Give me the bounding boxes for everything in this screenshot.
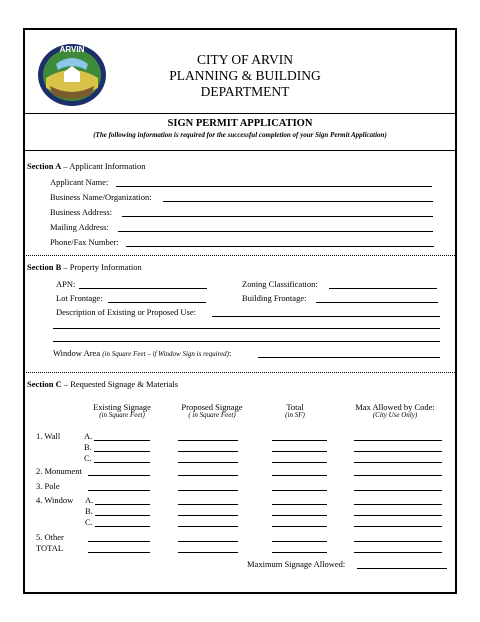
section-b-label: Section B [27,262,62,272]
field-wall-a-total[interactable] [272,440,327,441]
field-wall-c-existing[interactable] [94,462,150,463]
apn-field[interactable] [79,288,207,289]
field-other-existing[interactable] [88,541,150,542]
field-other-max[interactable] [354,541,442,542]
row-pole-label: 3. Pole [36,481,60,491]
section-a-heading [27,161,146,171]
field-pole-existing[interactable] [88,490,150,491]
col-proposed-header: Proposed Signage [181,402,243,412]
col-max-sub: (City Use Only) [372,411,418,419]
field-window-b-existing[interactable] [95,515,150,516]
field-monument-existing[interactable] [88,475,150,476]
lot-frontage-label: Lot Frontage: [56,293,103,303]
field-window-c-existing[interactable] [95,526,150,527]
business-address-field[interactable] [122,216,433,217]
header-dept-line1: PLANNING & BUILDING [169,68,321,83]
field-window-b-total[interactable] [272,515,327,516]
field-wall-c-max[interactable] [354,462,442,463]
city-seal-logo [36,42,108,108]
row-wall-sub-c: C. [84,453,92,463]
form-title: SIGN PERMIT APPLICATION [167,118,313,129]
mailing-address-field[interactable] [118,231,433,232]
description-field-line2[interactable] [53,328,440,329]
field-window-a-max[interactable] [354,504,442,505]
field-window-b-max[interactable] [354,515,442,516]
row-window-sub-a: A. [85,495,94,505]
field-total-total[interactable] [272,552,327,553]
col-proposed-sub: ( in Square Feet) [188,411,236,419]
field-pole-total[interactable] [272,490,327,491]
mailing-address-label: Mailing Address: [50,222,109,232]
field-pole-proposed[interactable] [178,490,238,491]
window-area-label [53,348,231,358]
building-frontage-label: Building Frontage: [242,293,307,303]
row-wall-sub-b: B. [84,442,92,452]
window-area-colon: : [229,348,232,358]
field-wall-b-max[interactable] [354,451,442,452]
zoning-label: Zoning Classification: [242,279,318,289]
field-total-existing[interactable] [88,552,150,553]
applicant-name-field[interactable] [116,186,432,187]
field-wall-b-total[interactable] [272,451,327,452]
field-wall-c-total[interactable] [272,462,327,463]
field-window-a-total[interactable] [272,504,327,505]
row-other-label: 5. Other [36,532,64,542]
section-c-label: Section C [27,379,62,389]
col-total-header: Total [286,402,304,412]
max-allowed-field[interactable] [357,568,447,569]
applicant-name-label: Applicant Name: [50,177,109,187]
business-name-field[interactable] [163,201,433,202]
row-window-sub-c: C. [85,517,93,527]
field-monument-max[interactable] [354,475,442,476]
form-subtitle: (The following information is required for the successful completion of your Sign Permit Application) [93,131,387,139]
lot-frontage-field[interactable] [108,302,206,303]
section-c-heading [27,379,178,389]
field-total-max[interactable] [354,552,442,553]
row-window-sub-b: B. [85,506,93,516]
field-wall-c-proposed[interactable] [178,462,238,463]
divider [23,372,457,373]
phone-fax-label: Phone/Fax Number: [50,237,119,247]
field-wall-a-existing[interactable] [94,440,150,441]
field-monument-total[interactable] [272,475,327,476]
col-max-header: Max Allowed by Code: [355,402,435,412]
divider [23,150,457,151]
field-wall-b-existing[interactable] [94,451,150,452]
row-wall-sub-a: A. [84,431,93,441]
description-label: Description of Existing or Proposed Use: [56,307,196,317]
header-city: CITY OF ARVIN [197,52,293,67]
zoning-field[interactable] [329,288,437,289]
field-total-proposed[interactable] [178,552,238,553]
row-total-label: TOTAL [36,543,64,553]
field-monument-proposed[interactable] [178,475,238,476]
field-window-a-existing[interactable] [95,504,150,505]
section-b-heading [27,262,142,272]
section-c-title: – Requested Signage & Materials [61,379,179,389]
building-frontage-field[interactable] [316,302,438,303]
section-b-title: – Property Information [61,262,142,272]
max-allowed-label: Maximum Signage Allowed: [247,559,346,569]
field-pole-max[interactable] [354,490,442,491]
logo-text: ARVIN [59,45,85,54]
field-wall-a-max[interactable] [354,440,442,441]
field-other-total[interactable] [272,541,327,542]
divider [23,255,457,256]
section-a-label: Section A [27,161,62,171]
field-other-proposed[interactable] [178,541,238,542]
col-existing-header: Existing Signage [93,402,151,412]
col-total-sub: (in SF) [285,411,305,419]
apn-label: APN: [56,279,76,289]
window-area-field[interactable] [258,357,440,358]
row-window-label: 4. Window [36,495,74,505]
divider [23,113,457,114]
field-window-c-max[interactable] [354,526,442,527]
window-area-note: (in Square Feet – if Window Sign is required) [102,350,229,358]
field-window-c-proposed[interactable] [178,526,238,527]
field-window-a-proposed[interactable] [178,504,238,505]
phone-fax-field[interactable] [126,246,434,247]
field-wall-a-proposed[interactable] [178,440,238,441]
field-wall-b-proposed[interactable] [178,451,238,452]
row-monument-label: 2. Monument [36,466,82,476]
window-area-text: Window Area [53,348,101,358]
header-dept-line2: DEPARTMENT [200,84,290,99]
description-field-line3[interactable] [53,341,440,342]
col-existing-sub: (in Square Feet) [99,411,145,419]
section-a-title: – Applicant Information [61,161,146,171]
field-window-c-total[interactable] [272,526,327,527]
row-wall-label: 1. Wall [36,431,61,441]
business-address-label: Business Address: [50,207,113,217]
business-name-label: Business Name/Organization: [50,192,152,202]
field-window-b-proposed[interactable] [178,515,238,516]
description-field-line1[interactable] [212,316,440,317]
